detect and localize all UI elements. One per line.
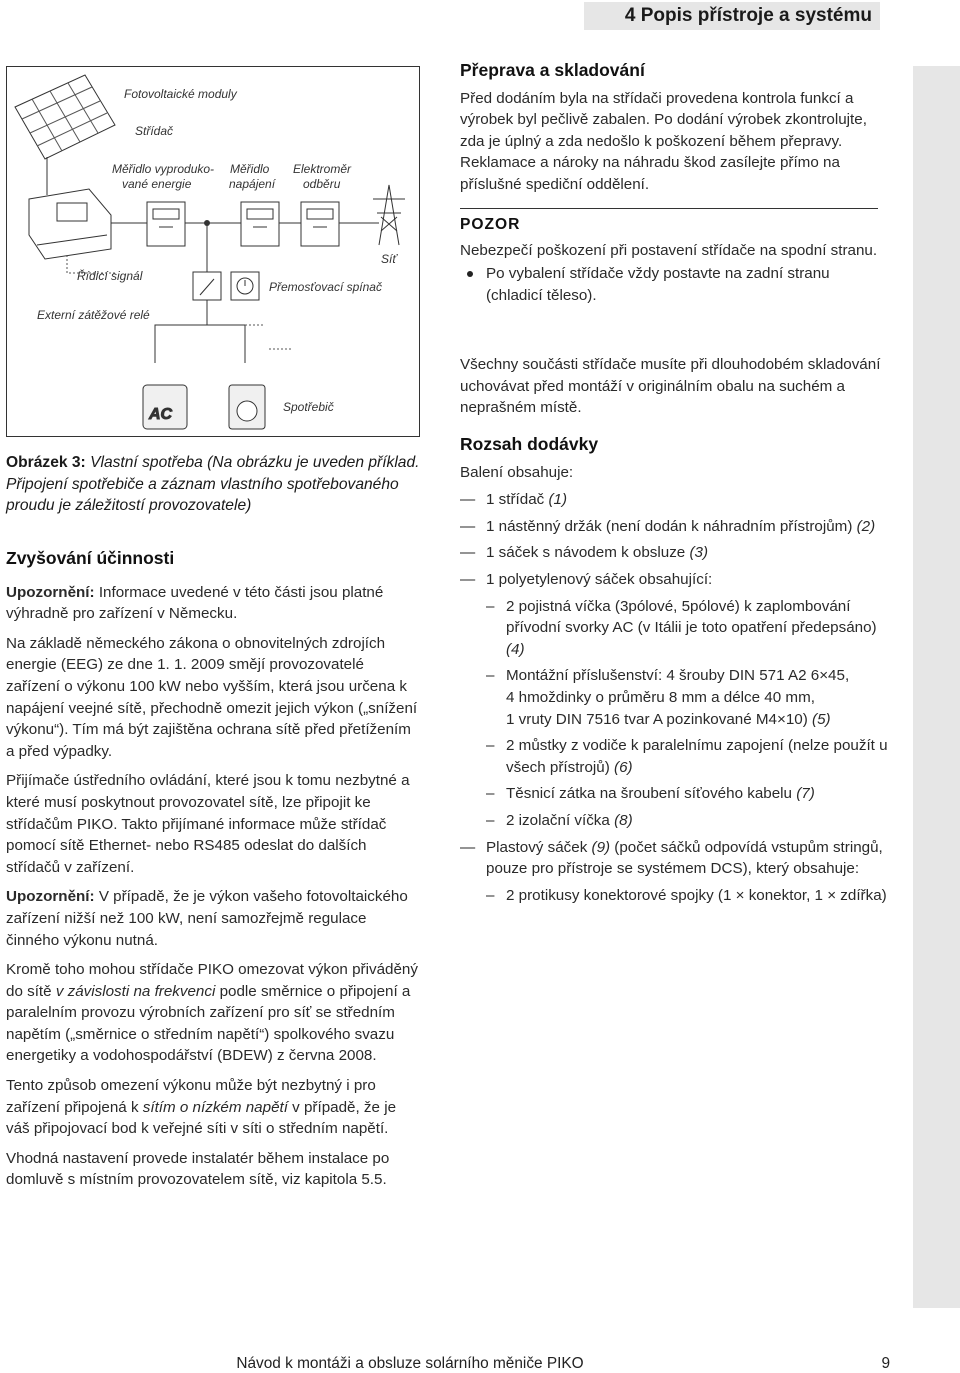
sublist (486, 596, 890, 832)
sublist-item (486, 783, 890, 805)
label-meter-feed-1: Měřidlo (230, 162, 270, 176)
list-item (460, 489, 890, 511)
section-heading-scope: Rozsah dodávky (460, 434, 599, 454)
text-run: Kromě toho mohou střídače PIKO omezovat výkon přiváděný do sítě (6, 961, 418, 1000)
relay-switch-icon (193, 272, 221, 300)
item-text: 1 sáček s návodem k obsluze (486, 544, 690, 562)
item-text: 4 hmoždinky o průměru 8 mm a délce 40 mm, (506, 688, 815, 706)
figure-diagram (6, 66, 420, 437)
warning-bullet: Po vybalení střídače vždy postavte na zadní stranu (chladicí těleso). (460, 263, 890, 306)
item-text: 1 vruty DIN 7516 tvar A pozinkované M4×10) (506, 710, 813, 728)
chapter-title: 4 Popis přístroje a systému (624, 5, 872, 26)
label-bypass-switch: Přemosťovací spínač (269, 280, 382, 294)
paragraph-transport: Před dodáním byla na střídači provedena kontrola funkcí a výrobek byl pečlivě zabalen. Po dodání výrobek zkontrolujte, zda je úplný a zda nedošlo k poškození během přepravy. Reklamace a nároky na náhradu škod zasílejte přímo na příslušné spediční oddělení. (460, 89, 867, 193)
paragraph-frequency (6, 959, 418, 1067)
item-number: (6) (614, 758, 633, 776)
caption-text: Vlastní spotřeba (Na obrázku je uveden příklad. Připojení spotřebiče a záznam vlastního spotřebovaného proudu je záležitostí provozovatele) (6, 454, 420, 515)
page-number: 9 (881, 1355, 890, 1372)
meter-production-icon (147, 202, 185, 246)
solar-panel-icon (15, 75, 115, 159)
note-text: V případě, že je výkon vašeho fotovoltaického zařízení nižší než 100 kW, není samozřejmě regulace činného výkonu nutná. (6, 888, 408, 949)
label-meter-consumption-2: odběru (303, 177, 341, 191)
paragraph-storage: Všechny součásti střídače musíte při dlouhodobém skladování uchovávat před montáží v originálním obalu na suchém a neprašném místě. (460, 356, 881, 417)
label-meter-feed-2: napájení (229, 177, 276, 191)
item-number: (5) (812, 710, 831, 728)
warning-box (460, 214, 890, 306)
section-heading-transport: Přeprava a skladování (460, 60, 645, 80)
bypass-switch-icon (231, 272, 259, 300)
text-run: podle směrnice o připojení a paralelním provozu výrobních zařízení pro síť se středním napětím („směrnice o středním napětí“) spolkového svazu energetiky a vodohospodářství (BDEW) z června 2008. (6, 982, 411, 1065)
label-grid: Síť (381, 252, 397, 266)
figure-caption (6, 452, 426, 517)
item-number: (2) (856, 517, 876, 535)
text-run: Tento způsob omezení výkonu může být nezbytný i pro zařízení připojená k (6, 1077, 376, 1116)
transport-section (460, 60, 890, 204)
scope-intro: Balení obsahuje: (460, 463, 574, 481)
caption-label: Obrázek 3: (6, 454, 86, 471)
meter-consumption-icon (301, 202, 339, 246)
label-consumer: Spotřebič (283, 400, 334, 414)
meter-feed-icon (241, 202, 279, 246)
ac-unit-icon (143, 385, 187, 429)
sublist-item (486, 810, 890, 832)
chapter-side-tab (913, 66, 960, 1308)
item-text: Těsnicí zátka na šroubení síťového kabelu (506, 785, 797, 803)
label-meter-production-2: vané energie (122, 177, 192, 191)
sublist-item (486, 596, 890, 661)
item-text: 2 izolační víčka (506, 811, 615, 829)
label-control-signal: Řídicí signál (77, 269, 143, 283)
paragraph-low-voltage (6, 1075, 418, 1140)
item-number: (7) (796, 785, 815, 803)
warning-label: POZOR (460, 216, 521, 233)
note-label: Upozornění: (6, 888, 95, 906)
self-consumption-diagram (7, 67, 419, 436)
left-column (6, 548, 418, 1199)
paragraph-installer: Vhodná nastavení provede instalatér během instalace po domluvě s místním provozovatelem sítě, viz kapitola 5.5. (6, 1149, 390, 1189)
label-pv-modules: Fotovoltaické moduly (124, 87, 237, 101)
sublist-item: – 2 protikusy konektorové spojky (1 × konektor, 1 × zdířka) (486, 885, 890, 907)
paragraph-receivers: Přijímače ústředního ovládání, které jsou k tomu nezbytné a které musí poskytnout provozovatel sítě, lze připojit ke střídačům PIKO. Takto přijímané informace může střídač pomocí sítě Ethernet- nebo RS485 odeslat do dalších střídačů v zařízení. (6, 772, 410, 876)
label-load-relay: Externí zátěžové relé (37, 308, 150, 322)
list-item (460, 542, 890, 564)
text-emphasis: sítím o nízkém napětí (142, 1098, 288, 1116)
footer-title: Návod k montáži a obsluze solárního měniče PIKO (236, 1355, 584, 1372)
note-text: Informace uvedené v této části jsou platné výhradně pro zařízení v Německu. (6, 583, 384, 623)
item-text: Plastový sáček (486, 838, 592, 856)
label-meter-consumption-1: Elektroměr (293, 162, 352, 176)
list-item (460, 837, 890, 907)
item-text: 1 nástěnný držák (není dodán k náhradním přístrojům) (486, 517, 857, 535)
label-inverter: Střídač (135, 124, 174, 138)
item-number: (4) (506, 640, 525, 658)
inverter-icon (29, 189, 111, 259)
item-text: 1 polyetylenový sáček obsahující: (486, 570, 713, 588)
divider (460, 208, 878, 209)
label-meter-production-1: Měřidlo vyproduko- (112, 162, 215, 176)
ac-unit-label: AC (149, 406, 173, 423)
paragraph-eeg: Na základě německého zákona o obnovitelných zdrojích energie (EEG) ze dne 1. 1. 2009 smějí provozovatelé zařízení o výkonu 100 kW nebo vyšším, která jsou určena k napájení veejné sítě, přechodně omezit jejich výkon („snížení výkonu“). Tím má být zajištěna ochrana sítě před přetížením a před výpadky. (6, 634, 418, 760)
power-pylon-icon (373, 185, 405, 245)
item-number: (8) (614, 811, 633, 829)
section-heading-efficiency: Zvyšování účinnosti (6, 548, 175, 568)
scope-list (460, 489, 890, 906)
item-text: Montážní příslušenství: 4 šrouby DIN 571 A2 6×45, (506, 667, 850, 685)
sublist (486, 885, 890, 907)
note-germany (6, 582, 418, 625)
sublist-item (486, 735, 890, 778)
item-text: 1 střídač (486, 491, 549, 509)
sublist-item (486, 665, 890, 730)
item-number: (3) (689, 544, 709, 562)
text-run: v případě, že je váš připojovací bod k veřejné síti v síti o středním napětí. (6, 1098, 397, 1138)
washing-machine-icon (229, 385, 265, 429)
scope-section (460, 434, 890, 911)
storage-paragraph (460, 354, 890, 427)
item-text: 2 pojistná víčka (3pólové, 5pólové) k zaplombování přívodní svorky AC (v Itálii je toto opatření předepsáno) (506, 597, 877, 637)
item-number: (9) (591, 838, 611, 856)
list-item (460, 516, 890, 538)
item-text: 2 můstky z vodiče k paralelnímu zapojení (nelze použít u všech přístrojů) (506, 737, 888, 776)
item-number: (1) (548, 491, 568, 509)
list-item (460, 569, 890, 832)
item-text: (počet sáčků odpovídá vstupům stringů, pouze pro přístroje se systémem DCS), který obsahuje: (486, 838, 883, 878)
note-small-systems (6, 886, 418, 951)
note-label: Upozornění: (6, 583, 95, 601)
warning-text: Nebezpečí poškození při postavení střídače na spodní stranu. (460, 241, 878, 259)
text-emphasis: v závislosti na frekvenci (55, 982, 216, 1000)
